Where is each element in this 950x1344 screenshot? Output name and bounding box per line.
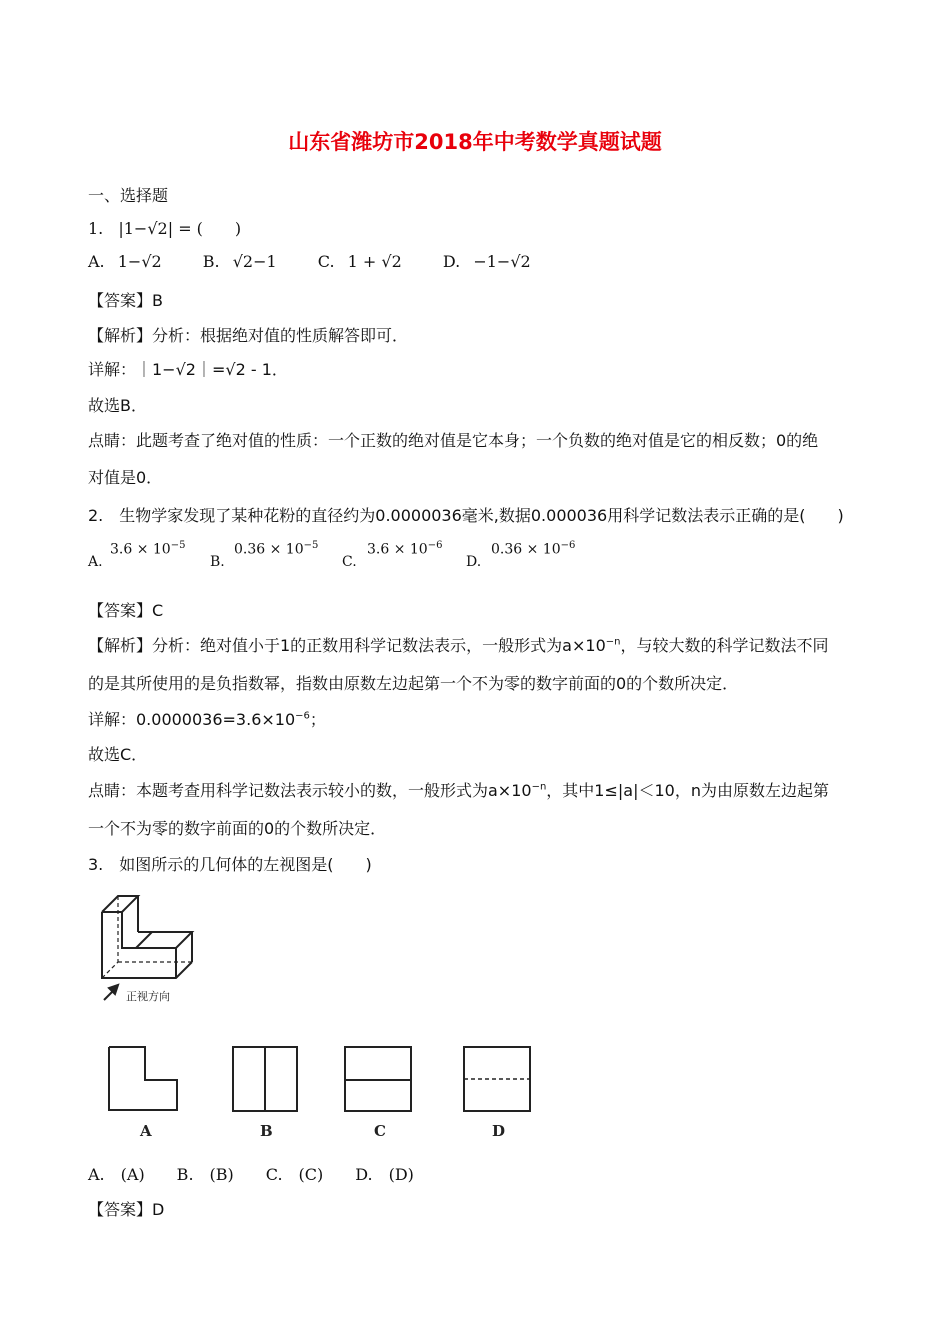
q1-options — [88, 252, 531, 271]
view-options-drawing — [104, 1042, 534, 1142]
q1-option-a-label: A. — [88, 252, 105, 271]
q1-option-b: √2−1 — [232, 252, 277, 271]
q1-option-c-label: C. — [317, 252, 335, 271]
q2-comment-line2: 一个不为零的数字前面的0的个数所决定． — [88, 819, 387, 838]
q2-option-b-label: B. — [210, 554, 225, 570]
q1-answer: 【答案】B — [88, 291, 163, 310]
q2-option-b: $0.36 \times 10^{-5}$ — [234, 540, 319, 558]
q3-view-options — [104, 1042, 534, 1142]
q1-stem — [88, 216, 241, 239]
q2-stem: 2. 生物学家发现了某种花粉的直径约为0.0000036毫米,数据0.000036用科学记数法表示正确的是( ) — [88, 506, 844, 525]
q1-number: 1. — [88, 219, 104, 238]
q1-expression: |1−√2| = ( ) — [118, 219, 242, 238]
view-a-shape — [109, 1047, 177, 1110]
q1-analysis: 【解析】分析：根据绝对值的性质解答即可． — [88, 326, 409, 345]
q1-detail: 详解：｜1−√2｜=√2 - 1． — [88, 360, 288, 379]
q2-choose: 故选C． — [88, 745, 148, 764]
view-b-label: B — [260, 1122, 273, 1140]
q1-option-b-label: B. — [202, 252, 220, 271]
q2-analysis-line2: 的是其所使用的是负指数幂，指数由原数左边起第一个不为零的数字前面的0的个数所决定． — [88, 674, 739, 693]
q3-stem: 3. 如图所示的几何体的左视图是( ) — [88, 855, 372, 874]
view-a-label: A — [140, 1122, 152, 1140]
q3-options: A. (A) B. (B) C. (C) D. (D) — [88, 1165, 414, 1184]
solid-figure-drawing — [96, 888, 206, 1008]
q2-analysis-line1: 【解析】分析：绝对值小于1的正数用科学记数法表示，一般形式为$a\times 10^{-n}$，与较大数的科学记数法不同 — [88, 636, 829, 655]
q1-option-c: 1 + √2 — [347, 252, 402, 271]
q2-answer: 【答案】C — [88, 601, 164, 620]
q2-option-d: $0.36 \times 10^{-6}$ — [491, 540, 576, 558]
q2-detail: 详解：$0.0000036=3.6\times 10^{-6}$； — [88, 710, 326, 729]
q2-option-a: $3.6 \times 10^{-5}$ — [110, 540, 186, 558]
view-d-label: D — [492, 1122, 506, 1140]
q2-comment-line1: 点睛：本题考查用科学记数法表示较小的数，一般形式为$a\times 10^{-n}$，其中1≤|a|＜10，n为由原数左边起第 — [88, 781, 829, 800]
q1-comment-line1: 点睛：此题考查了绝对值的性质：一个正数的绝对值是它本身；一个负数的绝对值是它的相反数；0的绝 — [88, 431, 819, 450]
q1-option-d: −1−√2 — [473, 252, 531, 271]
q2-option-c: $3.6 \times 10^{-6}$ — [367, 540, 443, 558]
q1-option-d-label: D. — [442, 252, 461, 271]
q2-options — [88, 540, 788, 576]
view-c-label: C — [374, 1122, 386, 1140]
q1-option-a: 1−√2 — [117, 252, 162, 271]
q1-comment-line2: 对值是0． — [88, 468, 163, 487]
q2-option-d-label: D. — [466, 554, 482, 570]
page-title: 山东省潍坊市2018年中考数学真题试题 — [288, 130, 662, 154]
q1-choose: 故选B． — [88, 396, 147, 415]
q3-answer: 【答案】D — [88, 1200, 165, 1219]
q2-option-c-label: C. — [342, 554, 357, 570]
q3-solid-figure — [96, 888, 206, 1008]
q2-option-a-label: A. — [88, 554, 103, 570]
section-heading: 一、选择题 — [88, 186, 169, 205]
figure-caption: 正视方向 — [126, 990, 170, 1003]
